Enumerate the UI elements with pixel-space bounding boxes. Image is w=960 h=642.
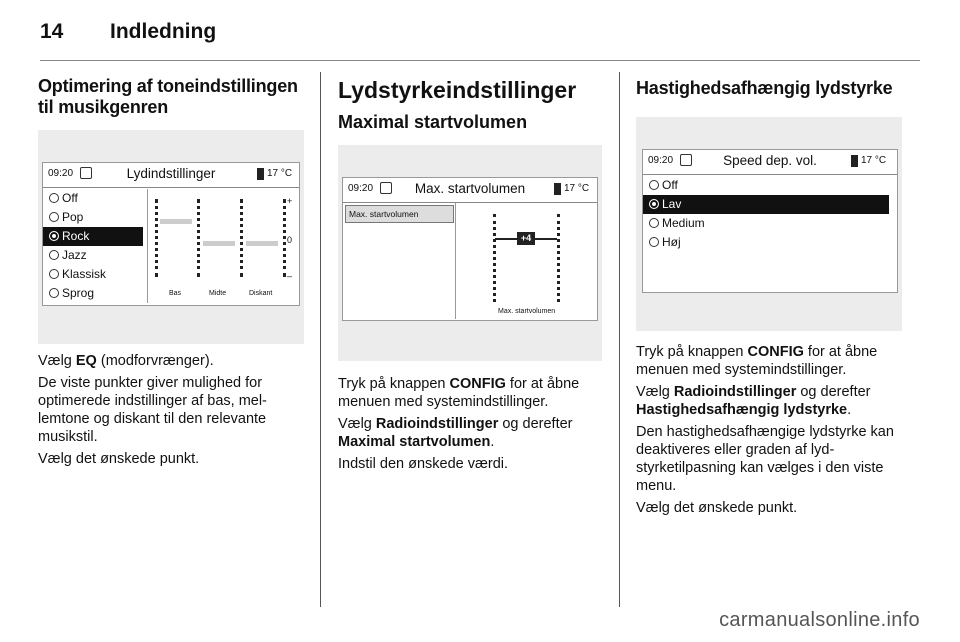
phone-icon — [554, 183, 561, 195]
screen-time: 09:20 — [48, 168, 74, 179]
radio-icon — [649, 199, 659, 209]
screen-temp: 17 °C — [564, 183, 590, 194]
screen-divider — [147, 189, 148, 303]
col2-paragraph: Tryk på knappen CONFIG for at åbne menuen med systemindstillinger. — [338, 376, 580, 410]
band-label: Bas — [169, 290, 182, 297]
treble-level — [246, 241, 278, 246]
eq-option[interactable]: Off — [43, 189, 143, 208]
speedvol-option-list — [643, 176, 889, 252]
speedvol-screen — [642, 149, 898, 293]
speedvol-screen-figure — [636, 117, 902, 331]
screen-titlebar — [643, 150, 897, 175]
screen-temp: 17 °C — [267, 168, 293, 179]
scale-label: Max. startvolumen — [498, 308, 556, 315]
col2-subheading: Maximal startvolumen — [338, 112, 528, 132]
screen-titlebar — [343, 178, 597, 203]
band-label: Diskant — [249, 290, 273, 297]
col3-paragraph: Vælg Radioindstillinger og derefter Hastighedsafhængig lydstyrke. — [636, 384, 871, 418]
page-number: 14 — [40, 20, 64, 43]
col1-paragraph: Vælg EQ (modforvrænger). — [38, 353, 214, 369]
screen-title: Max. startvolumen — [414, 181, 526, 196]
radio-icon — [49, 231, 59, 241]
maxvol-screen — [342, 177, 598, 321]
scale-zero: 0 — [287, 235, 293, 245]
volume-value[interactable]: +4 — [517, 232, 535, 245]
phone-icon — [851, 155, 858, 167]
col1-paragraph: De viste punkter giver mulighed for optimerede indstillinger af bas, mel- lemtone og diskant til den relevante musikstil. — [38, 375, 267, 445]
radio-icon — [49, 288, 59, 298]
radio-icon — [649, 237, 659, 247]
eq-option-selected[interactable]: Rock — [43, 227, 143, 246]
eq-option[interactable]: Klassisk — [43, 265, 143, 284]
screen-title: Lydindstillinger — [126, 166, 216, 181]
col2-paragraph: Indstil den ønskede værdi. — [338, 456, 509, 472]
speedvol-option[interactable]: Off — [643, 176, 889, 195]
band-label: Midte — [209, 290, 227, 297]
radio-icon — [49, 250, 59, 260]
screen-title: Speed dep. vol. — [723, 153, 817, 168]
column-divider — [619, 72, 620, 607]
eq-screen — [42, 162, 300, 306]
col3-paragraph: Tryk på knappen CONFIG for at åbne menuen med systemindstillinger. — [636, 344, 878, 378]
bass-level — [160, 219, 192, 224]
radio-icon — [649, 218, 659, 228]
col2-heading: Lydstyrkeindstillinger — [338, 77, 577, 103]
speedvol-option[interactable]: Høj — [643, 233, 889, 252]
scale-minus: – — [287, 271, 293, 281]
column-1 — [38, 72, 306, 468]
screen-temp: 17 °C — [861, 155, 887, 166]
phone-icon — [257, 168, 264, 180]
col1-heading: Optimering af toneindstillingen til musikgenren — [38, 76, 298, 117]
maxvol-menu-item[interactable]: Max. startvolumen — [345, 205, 454, 223]
eq-dotted-track — [283, 199, 286, 277]
speedvol-option-selected[interactable]: Lav — [643, 195, 889, 214]
speedvol-option[interactable]: Medium — [643, 214, 889, 233]
col1-paragraph: Vælg det ønskede punkt. — [38, 451, 200, 467]
eq-dotted-track — [155, 199, 158, 277]
eq-screen-figure — [38, 130, 304, 344]
column-3 — [636, 72, 906, 517]
screen-divider — [455, 203, 456, 319]
middle-level — [203, 241, 235, 246]
screen-time: 09:20 — [348, 183, 374, 194]
header-rule — [40, 60, 920, 61]
maxvol-screen-figure — [338, 145, 602, 361]
volume-dotted-track — [557, 214, 560, 302]
screen-time: 09:20 — [648, 155, 674, 166]
radio-icon — [49, 193, 59, 203]
radio-icon — [649, 180, 659, 190]
page-header — [40, 20, 216, 44]
col2-paragraph: Vælg Radioindstillinger og derefter Maximal startvolumen. — [338, 416, 573, 450]
col3-heading: Hastighedsafhængig lydstyrke — [636, 78, 893, 98]
radio-icon — [49, 212, 59, 222]
section-title: Indledning — [110, 20, 217, 43]
eq-option[interactable]: Pop — [43, 208, 143, 227]
eq-option[interactable]: Sprog — [43, 284, 143, 303]
radio-icon — [49, 269, 59, 279]
eq-dotted-track — [240, 199, 243, 277]
watermark: carmanualsonline.info — [719, 609, 920, 631]
screen-titlebar — [43, 163, 299, 188]
col3-paragraph: Den hastighedsafhængige lydstyrke kan deaktiveres eller graden af lyd- styrketilpasning kan vælges i den viste menu. — [636, 424, 894, 494]
eq-option[interactable]: Jazz — [43, 246, 143, 265]
scale-plus: + — [287, 196, 293, 206]
volume-dotted-track — [493, 214, 496, 302]
eq-dotted-track — [197, 199, 200, 277]
column-divider — [320, 72, 321, 607]
col3-paragraph: Vælg det ønskede punkt. — [636, 500, 798, 516]
column-2 — [338, 72, 606, 473]
eq-option-list — [43, 189, 143, 303]
